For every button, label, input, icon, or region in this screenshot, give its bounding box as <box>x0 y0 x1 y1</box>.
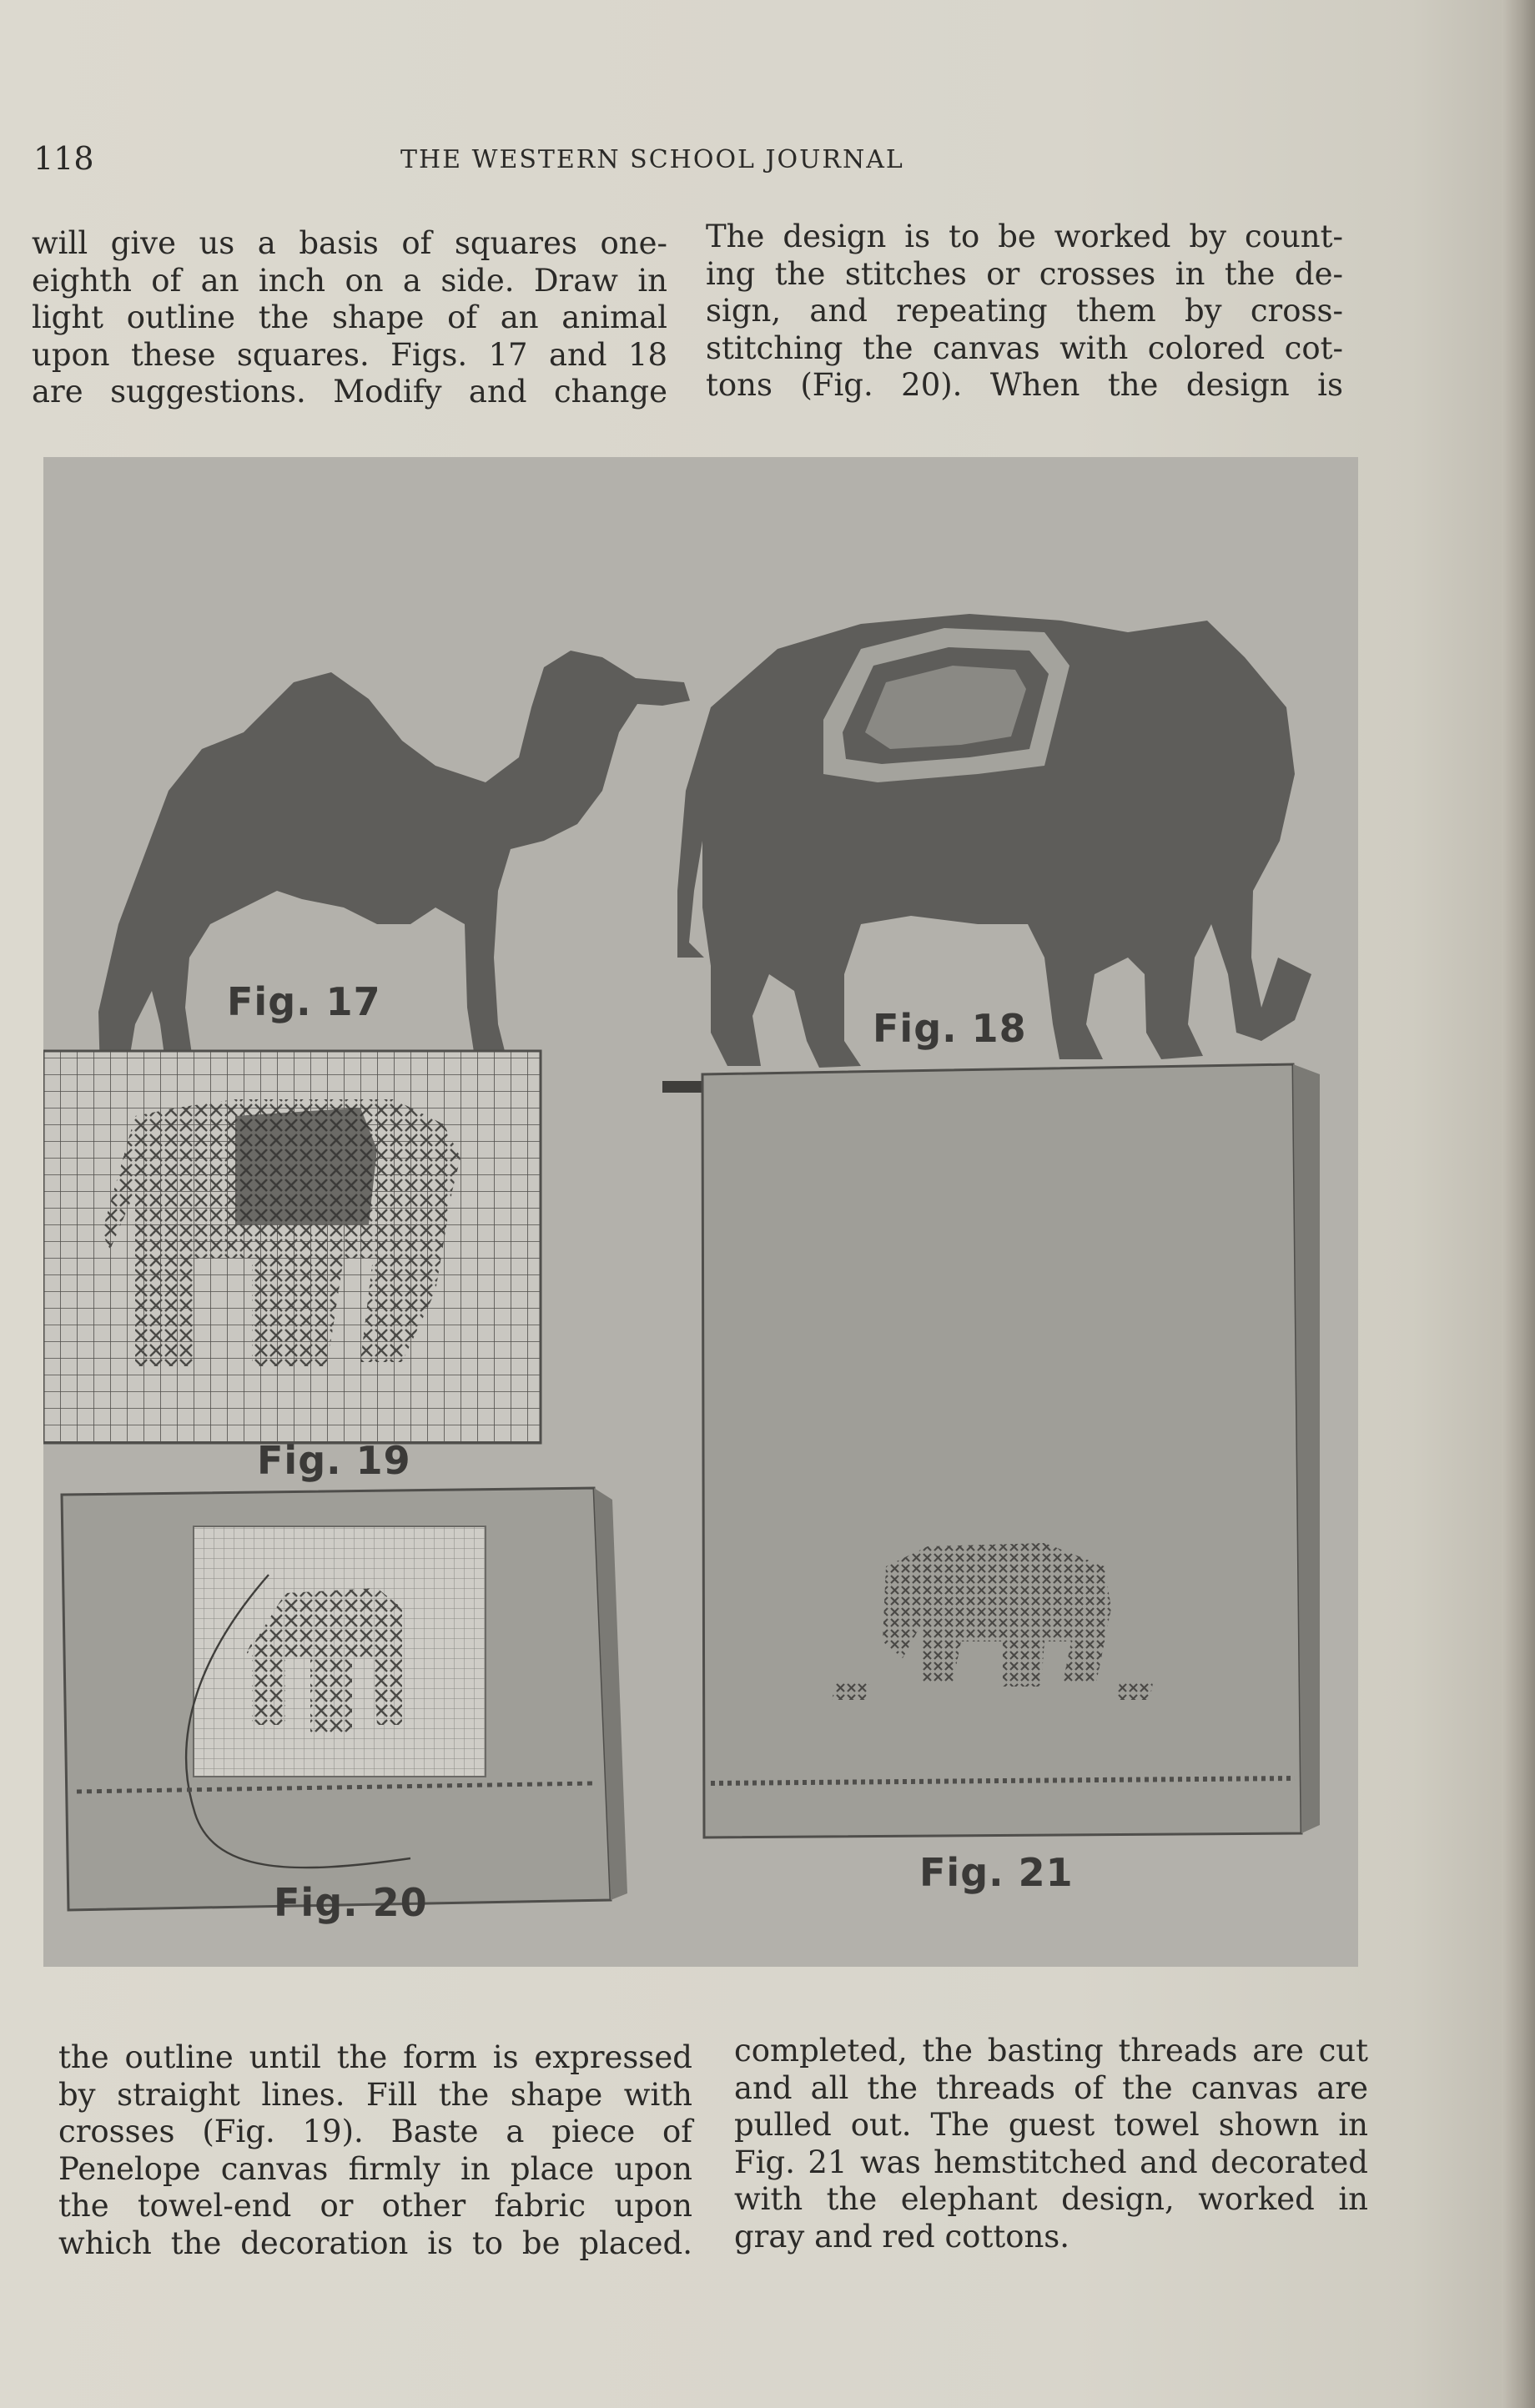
text-line: the towel-end or other fabric upon <box>58 2188 692 2224</box>
text-line: completed, the basting threads are cut <box>734 2033 1368 2069</box>
figure-17-label: Fig. 17 <box>227 979 381 1024</box>
top-left-column <box>32 225 667 411</box>
text-line: eighth of an inch on a side. Draw in <box>32 262 667 299</box>
text-line: which the decoration is to be placed. <box>58 2225 692 2261</box>
bottom-right-column <box>734 2033 1368 2255</box>
text-line: The design is to be worked by count- <box>706 219 1343 254</box>
text-line: sign, and repeating them by cross- <box>706 293 1343 329</box>
figure-20-label: Fig. 20 <box>274 1880 428 1925</box>
guest-towel-illustration <box>662 1064 1320 1837</box>
text-line: tons (Fig. 20). When the design is <box>706 367 1343 403</box>
top-right-column <box>706 219 1343 405</box>
text-line: Fig. 21 was hemstitched and decorated <box>734 2144 1368 2180</box>
book-spine-edge <box>1502 0 1535 2408</box>
camel-illustration <box>98 651 690 1101</box>
page-number: 118 <box>33 140 94 177</box>
basted-canvas-illustration <box>62 1488 627 1910</box>
text-line: and all the threads of the canvas are <box>734 2069 1368 2106</box>
text-line: light outline the shape of an animal <box>32 299 667 335</box>
page-header <box>33 140 1351 182</box>
cross-stitch-chart <box>43 1051 541 1443</box>
text-line: are suggestions. Modify and change <box>32 374 667 410</box>
figure-21-label: Fig. 21 <box>919 1850 1074 1895</box>
illustration-plate <box>43 457 1358 1967</box>
text-line: stitching the canvas with colored cot- <box>706 329 1343 366</box>
text-line: will give us a basis of squares one- <box>32 225 667 261</box>
figure-19-label: Fig. 19 <box>257 1438 411 1483</box>
text-line: Penelope canvas firmly in place upon <box>58 2150 692 2187</box>
bottom-left-column <box>58 2039 692 2262</box>
text-line: crosses (Fig. 19). Baste a piece of <box>58 2114 692 2149</box>
text-line: with the elephant design, worked in <box>734 2181 1368 2217</box>
text-line: by straight lines. Fill the shape with <box>58 2076 692 2113</box>
text-line: ing the stitches or crosses in the de- <box>706 255 1343 292</box>
elephant-illustration <box>677 614 1311 1068</box>
text-line: the outline until the form is expressed <box>58 2039 692 2075</box>
text-line: pulled out. The guest towel shown in <box>734 2107 1368 2143</box>
figure-18-label: Fig. 18 <box>873 1006 1027 1051</box>
running-head: THE WESTERN SCHOOL JOURNAL <box>400 145 904 174</box>
text-line: gray and red cottons. <box>734 2218 1070 2255</box>
text-line: upon these squares. Figs. 17 and 18 <box>32 336 667 373</box>
